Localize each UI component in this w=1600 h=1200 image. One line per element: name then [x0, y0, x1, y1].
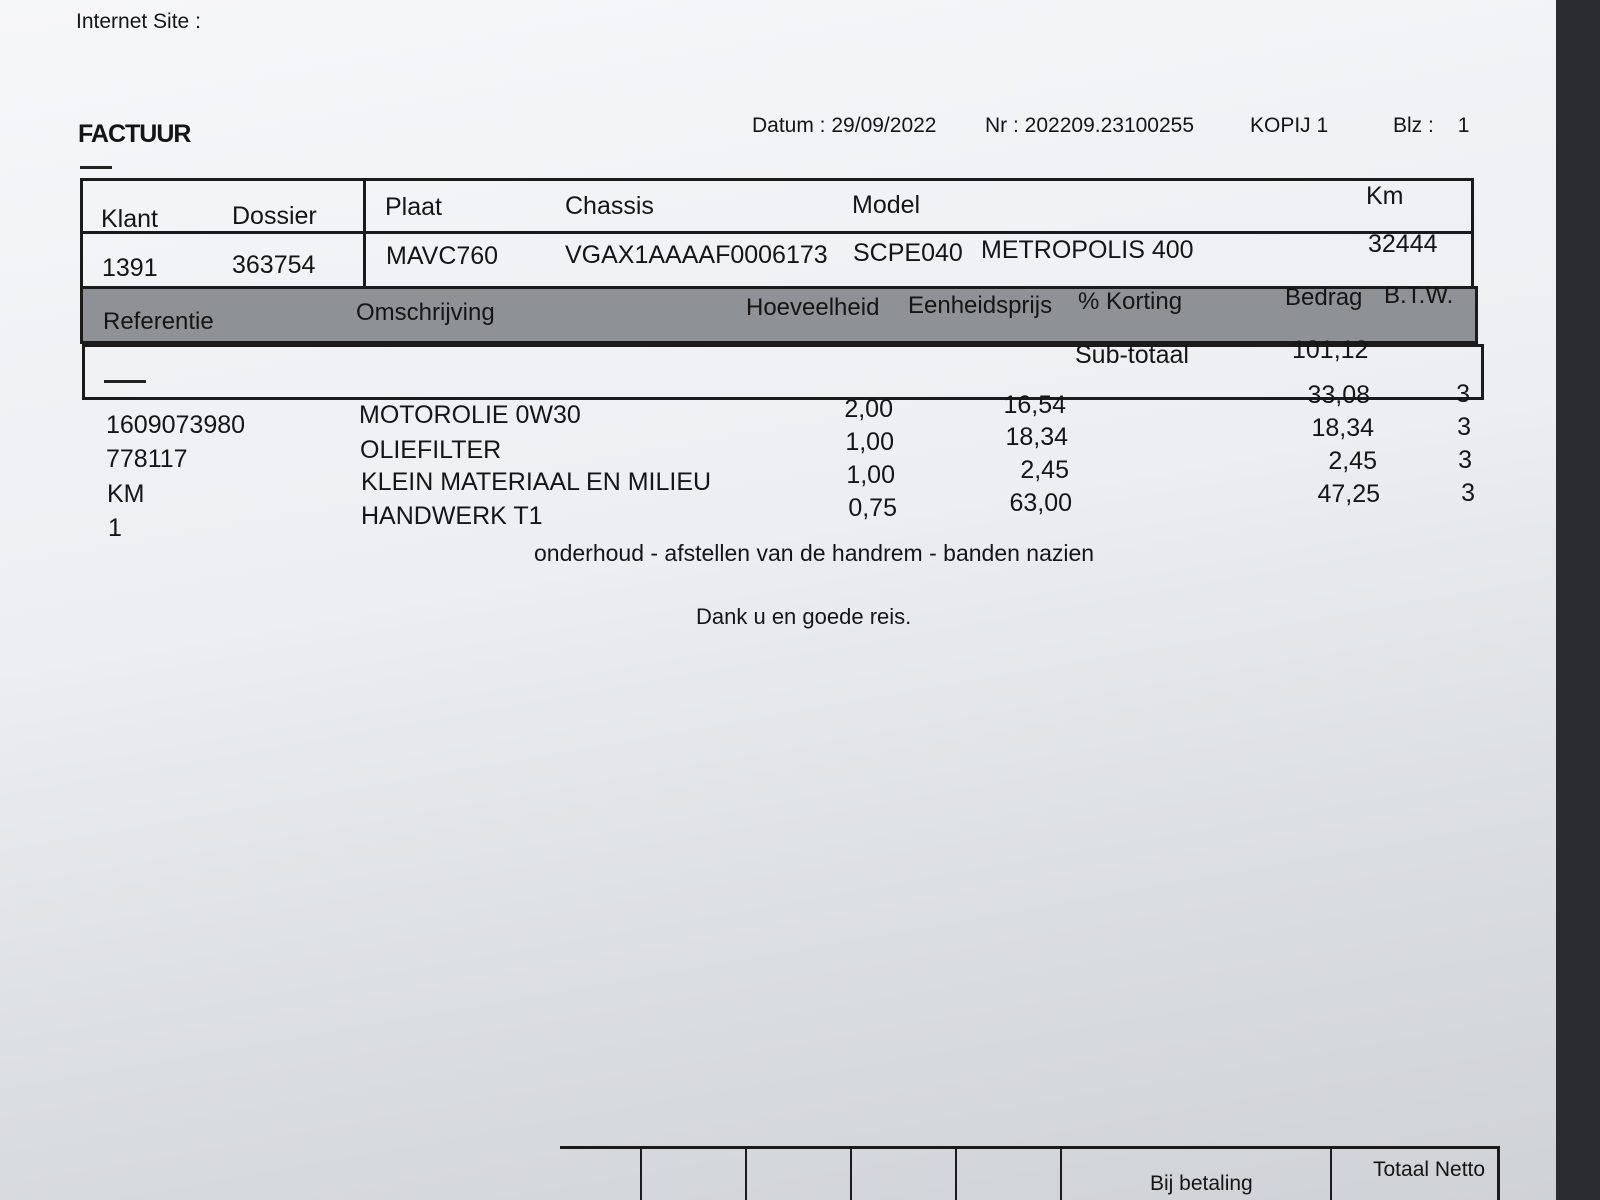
subtotal-value: 101,12 [1292, 336, 1369, 364]
footer-divider [850, 1149, 852, 1200]
value-chassis: VGAX1AAAAF0006173 [565, 241, 828, 269]
date-value: 29/09/2022 [831, 114, 937, 137]
line-3-desc: KLEIN MATERIAAL EN MILIEU [361, 468, 712, 496]
number-label: Nr : [985, 114, 1019, 137]
line-3-amount: 2,45 [1328, 447, 1377, 475]
col-korting: % Korting [1078, 288, 1183, 315]
line-2-qty: 1,00 [845, 428, 894, 456]
page-label: Blz : [1393, 114, 1434, 137]
line-2-price: 18,34 [1005, 423, 1068, 451]
col-omschrijving: Omschrijving [356, 299, 495, 326]
internet-site-label: Internet Site : [76, 10, 201, 33]
header-klant: Klant [101, 205, 158, 233]
footer-totals-table [560, 1146, 1500, 1200]
service-note: onderhoud - afstellen van de handrem - banden nazien [534, 540, 1095, 566]
value-plaat: MAVC760 [386, 242, 499, 270]
invoice-date [752, 114, 936, 138]
header-chassis: Chassis [565, 192, 654, 220]
line-4-amount: 47,25 [1317, 480, 1380, 508]
line-1-amount: 33,08 [1307, 381, 1370, 409]
page-number [1393, 114, 1469, 138]
total-net-label: Totaal Netto [1373, 1158, 1486, 1181]
line-2-ref: 778117 [106, 445, 188, 473]
thank-you-message: Dank u en goede reis. [696, 604, 912, 629]
footer-divider [1060, 1149, 1062, 1200]
date-label: Datum : [752, 114, 826, 137]
line-1-desc: MOTOROLIE 0W30 [359, 401, 581, 429]
footer-divider [955, 1149, 957, 1200]
page-value: 1 [1457, 114, 1470, 137]
copy-label: KOPIJ 1 [1250, 114, 1329, 137]
line-1-price: 16,54 [1003, 391, 1066, 419]
value-dossier: 363754 [232, 251, 316, 279]
col-eenheidsprijs: Eenheidsprijs [908, 292, 1053, 319]
footer-divider [745, 1149, 747, 1200]
line-3-qty: 1,00 [846, 461, 895, 489]
line-4-desc: HANDWERK T1 [361, 502, 543, 530]
header-model: Model [852, 191, 921, 219]
line-4-vat: 3 [1461, 479, 1475, 507]
header-km: Km [1366, 182, 1404, 210]
footer-divider [640, 1149, 642, 1200]
vehicle-box-column-divider [363, 181, 366, 287]
footer-divider [1330, 1149, 1332, 1200]
invoice-number [985, 114, 1194, 138]
header-dossier: Dossier [232, 202, 317, 230]
number-value: 202209.23100255 [1024, 114, 1195, 137]
vehicle-box-divider [83, 231, 1471, 234]
line-1-qty: 2,00 [844, 395, 893, 423]
value-km: 32444 [1368, 230, 1438, 258]
header-plaat: Plaat [385, 193, 442, 221]
line-3-price: 2,45 [1020, 456, 1069, 484]
line-1-vat: 3 [1456, 380, 1470, 408]
value-model-name: METROPOLIS 400 [981, 236, 1194, 264]
payment-label: Bij betaling [1150, 1172, 1253, 1195]
line-2-vat: 3 [1457, 413, 1471, 441]
line-1-ref: 1609073980 [106, 411, 246, 439]
line-4-qty: 0,75 [848, 494, 897, 522]
col-bedrag: Bedrag [1285, 284, 1363, 311]
col-hoeveelheid: Hoeveelheid [746, 294, 880, 321]
title-underline [80, 166, 112, 169]
dash-mark [104, 380, 146, 383]
value-model-code: SCPE040 [853, 239, 963, 267]
col-referentie: Referentie [103, 308, 214, 335]
line-2-amount: 18,34 [1311, 414, 1374, 442]
subtotal-label: Sub-totaal [1075, 341, 1189, 369]
value-klant: 1391 [102, 254, 158, 282]
line-4-price: 63,00 [1009, 489, 1072, 517]
line-3-ref: KM [107, 480, 145, 508]
line-2-desc: OLIEFILTER [360, 436, 502, 464]
line-3-vat: 3 [1458, 446, 1472, 474]
col-btw: B.T.W. [1384, 282, 1454, 309]
invoice-title: FACTUUR [78, 120, 191, 148]
line-4-ref: 1 [108, 514, 122, 542]
